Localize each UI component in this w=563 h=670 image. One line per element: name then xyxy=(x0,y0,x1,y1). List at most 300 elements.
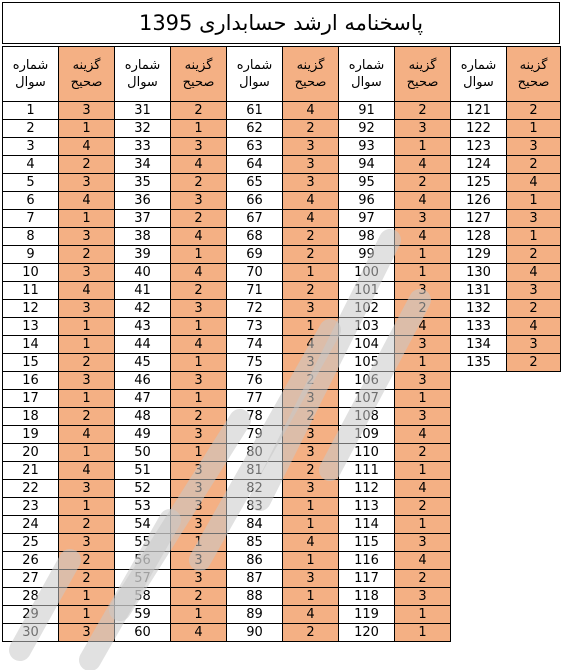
question-number-cell: 111 xyxy=(339,462,395,480)
table-row xyxy=(3,570,561,588)
question-number-cell: 94 xyxy=(339,156,395,174)
question-number-cell: 103 xyxy=(339,318,395,336)
question-number-cell: 18 xyxy=(3,408,59,426)
question-number-cell: 13 xyxy=(3,318,59,336)
answer-cell: 1 xyxy=(171,534,227,552)
empty-cell xyxy=(451,372,507,390)
question-number-cell: 32 xyxy=(115,120,171,138)
question-number-cell: 120 xyxy=(339,624,395,642)
answer-cell: 2 xyxy=(395,102,451,120)
answer-cell: 1 xyxy=(283,516,339,534)
question-number-cell: 48 xyxy=(115,408,171,426)
empty-cell xyxy=(507,408,561,426)
answer-cell: 3 xyxy=(395,372,451,390)
answer-cell: 2 xyxy=(395,444,451,462)
answer-cell: 2 xyxy=(171,408,227,426)
answer-cell: 3 xyxy=(507,336,561,354)
answer-cell: 2 xyxy=(171,588,227,606)
question-number-cell: 64 xyxy=(227,156,283,174)
question-number-cell: 46 xyxy=(115,372,171,390)
table-row xyxy=(3,426,561,444)
question-number-cell: 15 xyxy=(3,354,59,372)
answer-cell: 1 xyxy=(395,624,451,642)
answer-cell: 2 xyxy=(59,552,115,570)
answer-cell: 3 xyxy=(59,480,115,498)
question-number-cell: 26 xyxy=(3,552,59,570)
empty-cell xyxy=(451,606,507,624)
question-number-cell: 101 xyxy=(339,282,395,300)
answer-cell: 3 xyxy=(507,282,561,300)
question-number-cell: 14 xyxy=(3,336,59,354)
table-row xyxy=(3,192,561,210)
question-number-cell: 96 xyxy=(339,192,395,210)
question-number-cell: 27 xyxy=(3,570,59,588)
question-number-cell: 60 xyxy=(115,624,171,642)
question-number-cell: 17 xyxy=(3,390,59,408)
table-row xyxy=(3,534,561,552)
answer-cell: 2 xyxy=(171,174,227,192)
answer-cell: 2 xyxy=(395,174,451,192)
answer-cell: 3 xyxy=(171,498,227,516)
question-number-cell: 29 xyxy=(3,606,59,624)
answer-cell: 1 xyxy=(395,516,451,534)
table-row xyxy=(3,552,561,570)
answer-cell: 2 xyxy=(171,210,227,228)
question-number-cell: 23 xyxy=(3,498,59,516)
answer-cell: 4 xyxy=(59,192,115,210)
question-number-cell: 58 xyxy=(115,588,171,606)
question-number-cell: 52 xyxy=(115,480,171,498)
header-row xyxy=(3,47,561,102)
question-number-cell: 59 xyxy=(115,606,171,624)
answer-cell: 3 xyxy=(59,534,115,552)
empty-cell xyxy=(507,372,561,390)
question-number-cell: 44 xyxy=(115,336,171,354)
empty-cell xyxy=(451,444,507,462)
question-number-cell: 76 xyxy=(227,372,283,390)
question-number-cell: 4 xyxy=(3,156,59,174)
question-number-cell: 11 xyxy=(3,282,59,300)
answer-cell: 1 xyxy=(283,264,339,282)
question-number-cell: 77 xyxy=(227,390,283,408)
empty-cell xyxy=(507,516,561,534)
answer-key-table xyxy=(2,46,561,642)
answer-cell: 1 xyxy=(395,462,451,480)
question-number-cell: 2 xyxy=(3,120,59,138)
question-number-cell: 56 xyxy=(115,552,171,570)
question-number-cell: 10 xyxy=(3,264,59,282)
question-number-cell: 132 xyxy=(451,300,507,318)
question-number-cell: 71 xyxy=(227,282,283,300)
table-row xyxy=(3,156,561,174)
question-number-cell: 104 xyxy=(339,336,395,354)
answer-cell: 4 xyxy=(171,624,227,642)
question-number-cell: 92 xyxy=(339,120,395,138)
table-row xyxy=(3,102,561,120)
table-row xyxy=(3,498,561,516)
question-number-cell: 31 xyxy=(115,102,171,120)
question-number-cell: 39 xyxy=(115,246,171,264)
answer-cell: 2 xyxy=(283,228,339,246)
empty-cell xyxy=(507,588,561,606)
table-row xyxy=(3,282,561,300)
answer-cell: 3 xyxy=(283,354,339,372)
table-row xyxy=(3,516,561,534)
answer-cell: 1 xyxy=(507,120,561,138)
answer-cell: 1 xyxy=(171,606,227,624)
question-number-cell: 25 xyxy=(3,534,59,552)
answer-cell: 3 xyxy=(171,480,227,498)
empty-cell xyxy=(451,570,507,588)
answer-cell: 3 xyxy=(171,192,227,210)
answer-cell: 2 xyxy=(507,354,561,372)
correct-option-header: گزینه صحیح xyxy=(171,47,227,102)
question-number-cell: 54 xyxy=(115,516,171,534)
question-number-cell: 95 xyxy=(339,174,395,192)
correct-option-header: گزینه صحیح xyxy=(59,47,115,102)
table-row xyxy=(3,606,561,624)
question-number-cell: 1 xyxy=(3,102,59,120)
answer-cell: 2 xyxy=(283,120,339,138)
question-number-cell: 74 xyxy=(227,336,283,354)
answer-cell: 3 xyxy=(283,156,339,174)
answer-cell: 3 xyxy=(59,228,115,246)
answer-cell: 1 xyxy=(395,138,451,156)
question-number-cell: 79 xyxy=(227,426,283,444)
question-number-cell: 55 xyxy=(115,534,171,552)
answer-cell: 3 xyxy=(171,516,227,534)
answer-cell: 4 xyxy=(283,606,339,624)
question-number-cell: 78 xyxy=(227,408,283,426)
question-number-cell: 93 xyxy=(339,138,395,156)
question-number-cell: 40 xyxy=(115,264,171,282)
answer-cell: 1 xyxy=(59,588,115,606)
answer-cell: 1 xyxy=(59,336,115,354)
answer-cell: 4 xyxy=(507,318,561,336)
table-row xyxy=(3,210,561,228)
question-number-cell: 135 xyxy=(451,354,507,372)
answer-cell: 4 xyxy=(507,264,561,282)
table-row xyxy=(3,624,561,642)
answer-cell: 1 xyxy=(283,588,339,606)
question-number-cell: 121 xyxy=(451,102,507,120)
answer-cell: 3 xyxy=(59,174,115,192)
question-number-cell: 75 xyxy=(227,354,283,372)
empty-cell xyxy=(507,444,561,462)
answer-cell: 3 xyxy=(395,408,451,426)
answer-cell: 1 xyxy=(283,498,339,516)
question-number-cell: 38 xyxy=(115,228,171,246)
question-number-header: شماره سوال xyxy=(227,47,283,102)
empty-cell xyxy=(451,408,507,426)
answer-cell: 2 xyxy=(507,300,561,318)
question-number-cell: 81 xyxy=(227,462,283,480)
question-number-cell: 63 xyxy=(227,138,283,156)
answer-cell: 2 xyxy=(507,246,561,264)
answer-cell: 1 xyxy=(59,498,115,516)
answer-cell: 1 xyxy=(59,120,115,138)
question-number-cell: 19 xyxy=(3,426,59,444)
empty-cell xyxy=(451,426,507,444)
question-number-cell: 128 xyxy=(451,228,507,246)
question-number-cell: 83 xyxy=(227,498,283,516)
empty-cell xyxy=(507,426,561,444)
answer-cell: 3 xyxy=(283,138,339,156)
correct-option-header: گزینه صحیح xyxy=(507,47,561,102)
answer-cell: 1 xyxy=(283,552,339,570)
question-number-cell: 66 xyxy=(227,192,283,210)
answer-cell: 4 xyxy=(59,138,115,156)
answer-cell: 4 xyxy=(395,552,451,570)
table-row xyxy=(3,480,561,498)
answer-cell: 3 xyxy=(283,480,339,498)
question-number-cell: 97 xyxy=(339,210,395,228)
question-number-cell: 122 xyxy=(451,120,507,138)
answer-cell: 3 xyxy=(171,426,227,444)
answer-cell: 3 xyxy=(283,426,339,444)
answer-cell: 3 xyxy=(59,372,115,390)
answer-cell: 1 xyxy=(395,606,451,624)
answer-cell: 4 xyxy=(395,156,451,174)
question-number-cell: 34 xyxy=(115,156,171,174)
question-number-cell: 124 xyxy=(451,156,507,174)
answer-cell: 2 xyxy=(59,246,115,264)
question-number-cell: 37 xyxy=(115,210,171,228)
question-number-cell: 16 xyxy=(3,372,59,390)
question-number-cell: 98 xyxy=(339,228,395,246)
answer-cell: 2 xyxy=(395,498,451,516)
answer-cell: 3 xyxy=(171,300,227,318)
question-number-cell: 8 xyxy=(3,228,59,246)
answer-cell: 1 xyxy=(171,444,227,462)
question-number-cell: 105 xyxy=(339,354,395,372)
question-number-cell: 42 xyxy=(115,300,171,318)
question-number-header: شماره سوال xyxy=(115,47,171,102)
question-number-cell: 110 xyxy=(339,444,395,462)
table-row xyxy=(3,300,561,318)
question-number-header: شماره سوال xyxy=(339,47,395,102)
question-number-cell: 87 xyxy=(227,570,283,588)
answer-cell: 2 xyxy=(283,462,339,480)
question-number-cell: 57 xyxy=(115,570,171,588)
answer-cell: 2 xyxy=(507,102,561,120)
question-number-cell: 7 xyxy=(3,210,59,228)
empty-cell xyxy=(507,606,561,624)
answer-cell: 1 xyxy=(507,228,561,246)
answer-cell: 1 xyxy=(59,606,115,624)
question-number-cell: 125 xyxy=(451,174,507,192)
question-number-cell: 80 xyxy=(227,444,283,462)
answer-cell: 2 xyxy=(171,102,227,120)
question-number-cell: 21 xyxy=(3,462,59,480)
question-number-cell: 69 xyxy=(227,246,283,264)
empty-cell xyxy=(451,516,507,534)
question-number-cell: 36 xyxy=(115,192,171,210)
question-number-cell: 5 xyxy=(3,174,59,192)
empty-cell xyxy=(451,498,507,516)
question-number-cell: 43 xyxy=(115,318,171,336)
question-number-cell: 118 xyxy=(339,588,395,606)
question-number-cell: 72 xyxy=(227,300,283,318)
question-number-cell: 67 xyxy=(227,210,283,228)
answer-cell: 1 xyxy=(283,318,339,336)
answer-cell: 4 xyxy=(395,318,451,336)
answer-cell: 4 xyxy=(283,534,339,552)
question-number-cell: 73 xyxy=(227,318,283,336)
question-number-cell: 47 xyxy=(115,390,171,408)
answer-cell: 4 xyxy=(283,102,339,120)
empty-cell xyxy=(507,534,561,552)
empty-cell xyxy=(507,480,561,498)
question-number-cell: 88 xyxy=(227,588,283,606)
empty-cell xyxy=(507,624,561,642)
answer-cell: 1 xyxy=(395,390,451,408)
question-number-header: شماره سوال xyxy=(3,47,59,102)
empty-cell xyxy=(451,462,507,480)
answer-cell: 2 xyxy=(283,282,339,300)
answer-cell: 3 xyxy=(59,264,115,282)
question-number-cell: 131 xyxy=(451,282,507,300)
question-number-cell: 106 xyxy=(339,372,395,390)
question-number-cell: 112 xyxy=(339,480,395,498)
answer-cell: 4 xyxy=(283,336,339,354)
empty-cell xyxy=(507,552,561,570)
question-number-cell: 126 xyxy=(451,192,507,210)
answer-cell: 3 xyxy=(395,210,451,228)
answer-cell: 1 xyxy=(171,120,227,138)
table-row xyxy=(3,246,561,264)
question-number-cell: 85 xyxy=(227,534,283,552)
empty-cell xyxy=(451,588,507,606)
answer-cell: 1 xyxy=(171,354,227,372)
answer-cell: 3 xyxy=(395,120,451,138)
question-number-cell: 116 xyxy=(339,552,395,570)
question-number-cell: 127 xyxy=(451,210,507,228)
question-number-cell: 108 xyxy=(339,408,395,426)
answer-cell: 2 xyxy=(59,354,115,372)
question-number-cell: 3 xyxy=(3,138,59,156)
question-number-cell: 130 xyxy=(451,264,507,282)
table-row xyxy=(3,588,561,606)
answer-cell: 3 xyxy=(283,570,339,588)
question-number-cell: 90 xyxy=(227,624,283,642)
question-number-cell: 50 xyxy=(115,444,171,462)
answer-cell: 3 xyxy=(59,102,115,120)
empty-cell xyxy=(507,462,561,480)
answer-cell: 2 xyxy=(507,156,561,174)
question-number-cell: 24 xyxy=(3,516,59,534)
answer-cell: 2 xyxy=(395,300,451,318)
empty-cell xyxy=(451,480,507,498)
correct-option-header: گزینه صحیح xyxy=(283,47,339,102)
answer-cell: 1 xyxy=(395,354,451,372)
answer-cell: 4 xyxy=(395,192,451,210)
answer-cell: 3 xyxy=(283,390,339,408)
answer-cell: 1 xyxy=(171,246,227,264)
question-number-cell: 30 xyxy=(3,624,59,642)
answer-cell: 4 xyxy=(283,210,339,228)
question-number-cell: 123 xyxy=(451,138,507,156)
answer-cell: 1 xyxy=(395,246,451,264)
answer-cell: 1 xyxy=(171,318,227,336)
answer-cell: 3 xyxy=(395,282,451,300)
empty-cell xyxy=(451,534,507,552)
answer-cell: 3 xyxy=(283,444,339,462)
empty-cell xyxy=(451,552,507,570)
answer-cell: 4 xyxy=(507,174,561,192)
answer-cell: 3 xyxy=(59,624,115,642)
answer-cell: 3 xyxy=(395,588,451,606)
answer-cell: 4 xyxy=(59,462,115,480)
table-row xyxy=(3,354,561,372)
question-number-cell: 70 xyxy=(227,264,283,282)
question-number-cell: 28 xyxy=(3,588,59,606)
correct-option-header: گزینه صحیح xyxy=(395,47,451,102)
question-number-cell: 49 xyxy=(115,426,171,444)
question-number-cell: 91 xyxy=(339,102,395,120)
question-number-cell: 65 xyxy=(227,174,283,192)
question-number-cell: 68 xyxy=(227,228,283,246)
answer-cell: 3 xyxy=(171,372,227,390)
answer-cell: 2 xyxy=(171,282,227,300)
question-number-cell: 53 xyxy=(115,498,171,516)
table-row xyxy=(3,138,561,156)
answer-cell: 4 xyxy=(395,426,451,444)
answer-cell: 4 xyxy=(395,480,451,498)
question-number-cell: 9 xyxy=(3,246,59,264)
answer-cell: 3 xyxy=(59,300,115,318)
question-number-cell: 45 xyxy=(115,354,171,372)
answer-cell: 3 xyxy=(507,138,561,156)
answer-cell: 2 xyxy=(59,408,115,426)
question-number-cell: 114 xyxy=(339,516,395,534)
answer-cell: 3 xyxy=(171,552,227,570)
question-number-cell: 100 xyxy=(339,264,395,282)
question-number-cell: 129 xyxy=(451,246,507,264)
question-number-cell: 109 xyxy=(339,426,395,444)
answer-cell: 2 xyxy=(395,570,451,588)
question-number-cell: 33 xyxy=(115,138,171,156)
table-row xyxy=(3,372,561,390)
answer-cell: 4 xyxy=(171,336,227,354)
empty-cell xyxy=(507,498,561,516)
question-number-cell: 22 xyxy=(3,480,59,498)
question-number-cell: 12 xyxy=(3,300,59,318)
answer-cell: 4 xyxy=(59,426,115,444)
table-row xyxy=(3,408,561,426)
empty-cell xyxy=(451,390,507,408)
answer-cell: 2 xyxy=(59,570,115,588)
answer-cell: 1 xyxy=(59,210,115,228)
answer-cell: 4 xyxy=(171,264,227,282)
question-number-cell: 41 xyxy=(115,282,171,300)
question-number-cell: 134 xyxy=(451,336,507,354)
question-number-cell: 89 xyxy=(227,606,283,624)
question-number-cell: 82 xyxy=(227,480,283,498)
answer-cell: 2 xyxy=(283,624,339,642)
answer-cell: 4 xyxy=(59,282,115,300)
question-number-cell: 117 xyxy=(339,570,395,588)
answer-cell: 3 xyxy=(395,534,451,552)
answer-cell: 1 xyxy=(59,444,115,462)
table-row xyxy=(3,120,561,138)
question-number-header: شماره سوال xyxy=(451,47,507,102)
empty-cell xyxy=(507,570,561,588)
table-row xyxy=(3,462,561,480)
answer-cell: 3 xyxy=(283,174,339,192)
answer-cell: 1 xyxy=(507,192,561,210)
question-number-cell: 102 xyxy=(339,300,395,318)
